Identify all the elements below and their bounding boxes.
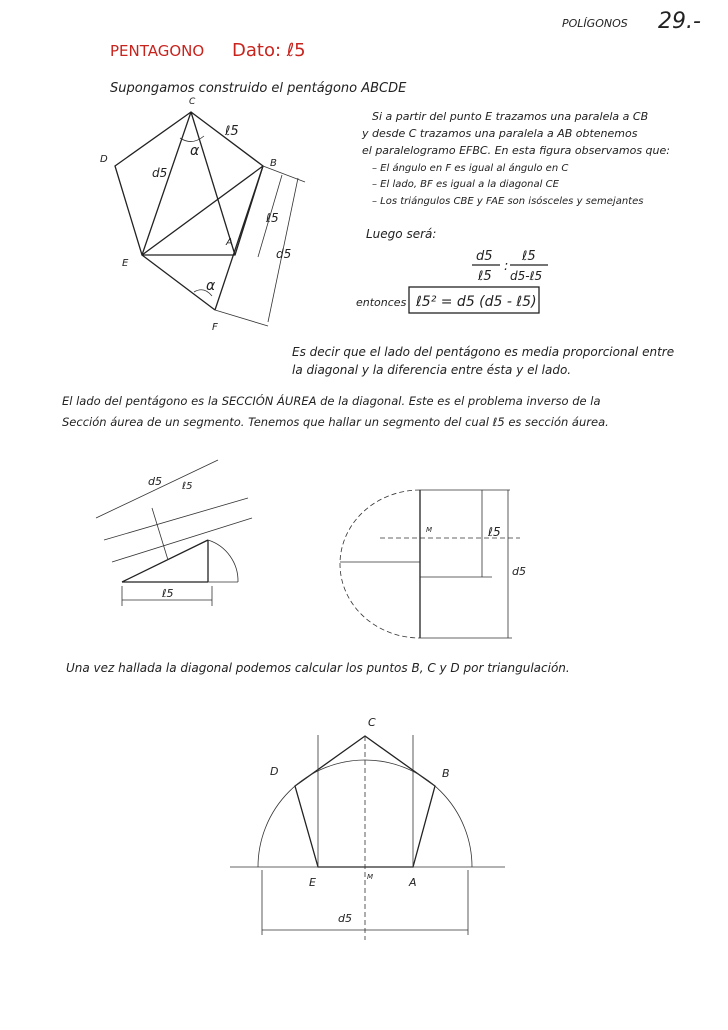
para2-line2: la diagonal y la diferencia entre ésta y el lado.: [292, 363, 572, 377]
label-d5: d5: [148, 475, 162, 488]
para4-text: Una vez hallada la diagonal podemos calcular los puntos B, C y D por triangulación.: [66, 661, 570, 675]
hypotenuse: [122, 540, 208, 582]
vertex-label-a: A: [226, 237, 233, 248]
vertex-label-b: B: [270, 158, 277, 169]
diagonal-ce: [142, 112, 191, 255]
para3-line2: Sección áurea de un segmento. Tenemos que hallar un segmento del cual ℓ5 es sección áurea.: [62, 415, 609, 429]
label-d5: d5: [338, 912, 352, 925]
para1-line6: – Los triángulos CBE y FAE son isósceles y semejantes: [372, 196, 644, 207]
page-number: 29.-: [658, 9, 701, 34]
section-title: POLÍGONOS: [562, 17, 628, 30]
arc-small: [208, 540, 238, 582]
proportion: [472, 249, 548, 284]
luego-label: Luego será:: [366, 227, 437, 241]
dato-label: Dato: ℓ5: [232, 40, 306, 61]
figure-final-pentagon: [230, 716, 505, 940]
para1-line3: el paralelogramo EFBC. En esta figura observamos que:: [362, 144, 670, 157]
prop-right-den: d5-ℓ5: [510, 269, 543, 283]
vertex-label-c: C: [368, 716, 376, 729]
label-m: M: [426, 526, 433, 534]
label-l5-top: ℓ5: [182, 481, 193, 492]
figure-golden-section: [96, 460, 252, 606]
para1-line1: Si a partir del punto E trazamos una paralela a CB: [372, 110, 649, 123]
vertex-label-d: D: [270, 765, 279, 778]
label-d5: d5: [512, 565, 526, 578]
label-l5-top: ℓ5: [225, 124, 239, 139]
dim-ext-f: [215, 310, 268, 326]
figure-pentagon-parallelogram: [100, 97, 305, 333]
entonces-label: entonces: [356, 296, 407, 309]
formula-text: ℓ5² = d5 (d5 - ℓ5): [416, 294, 537, 310]
parallel-2: [112, 518, 252, 562]
divider: [152, 508, 168, 560]
para3-line1: El lado del pentágono es la SECCIÓN ÁUREA de la diagonal. Este es el problema inverso de la: [62, 394, 601, 408]
angle-alpha-c: α: [190, 143, 200, 159]
label-d5-left: d5: [152, 166, 168, 180]
prop-left-den: ℓ5: [478, 269, 492, 284]
vertex-label-c: C: [189, 97, 196, 107]
vertex-label-e: E: [309, 876, 316, 889]
intro-text: Supongamos construido el pentágono ABCDE: [110, 81, 407, 96]
segment-bf: [215, 166, 263, 310]
prop-right-num: ℓ5: [522, 249, 536, 264]
semicircle-arc: [340, 490, 420, 638]
label-l5: ℓ5: [488, 525, 501, 539]
para1-line4: – El ángulo en F es igual al ángulo en C: [372, 163, 569, 174]
vertex-label-f: F: [212, 322, 218, 333]
label-d5-right: d5: [276, 247, 292, 261]
label-l5-right: ℓ5: [266, 211, 279, 225]
svg-text::: :: [504, 259, 509, 274]
para2-line1: Es decir que el lado del pentágono es media proporcional entre: [292, 345, 675, 359]
vertex-label-d: D: [100, 154, 108, 165]
prop-left-num: d5: [476, 249, 493, 264]
para1-line5: – El lado, BF es igual a la diagonal CE: [372, 179, 559, 190]
dim-d5-line: [96, 460, 218, 518]
arc-right: [365, 760, 472, 867]
angle-alpha-f: α: [206, 278, 216, 294]
vertex-label-e: E: [122, 258, 129, 269]
vertex-label-b: B: [442, 767, 450, 780]
para1-line2: y desde C trazamos una paralela a AB obtenemos: [362, 127, 638, 140]
label-m: M: [367, 873, 374, 881]
label-l5-bottom: ℓ5: [162, 587, 174, 600]
figure-semicircle: [340, 490, 526, 638]
page-title: PENTAGONO: [110, 42, 205, 60]
vertex-label-a: A: [409, 876, 417, 889]
segment-ef: [142, 255, 215, 310]
